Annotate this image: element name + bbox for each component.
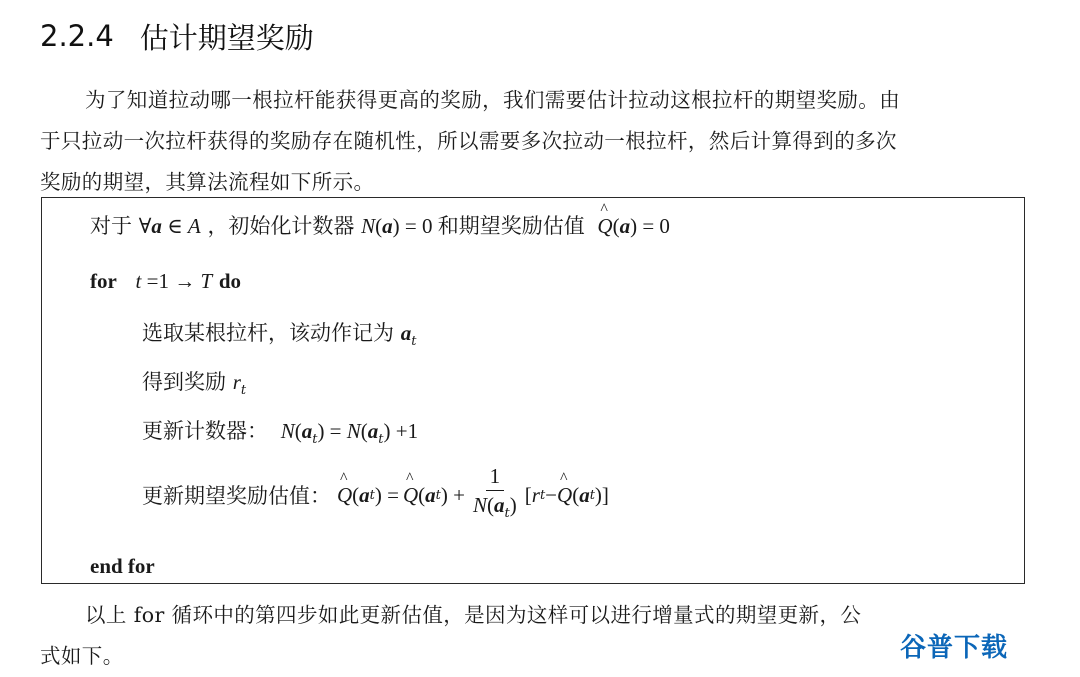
outro-line: 以上 for 循环中的第四步如此更新估值，是因为这样可以进行增量式的期望更新，公 <box>85 603 862 627</box>
init-text: 对于 <box>90 214 132 238</box>
intro-line: 为了知道拉动哪一根拉杆能获得更高的奖励，我们需要估计拉动这根拉杆的期望奖励。由 <box>85 88 901 112</box>
intro-line: 于只拉动一次拉杆获得的奖励存在随机性，所以需要多次拉动一根拉杆，然后计算得到的多次 <box>40 129 897 153</box>
fraction: $\frac{1}{N(a_t)}$ <box>473 464 517 521</box>
step4-text: 更新期望奖励估值： <box>142 484 331 508</box>
for-keyword: for <box>90 269 117 293</box>
intro-paragraph <box>40 80 1030 203</box>
end-for-keyword: end for <box>90 554 155 578</box>
intro-line: 奖励的期望，其算法流程如下所示。 <box>40 170 375 194</box>
watermark-logo: 谷普下载 <box>900 633 1009 663</box>
for-line: for t =1 → T do <box>90 269 242 293</box>
step2-text: 得到奖励 <box>142 370 226 394</box>
outro-line: 式如下。 <box>40 644 124 668</box>
algorithm-box <box>41 197 1025 584</box>
step1-text: 选取某根拉杆，该动作记为 <box>142 321 394 345</box>
step-get-reward: 得到奖励 $r_t$ <box>142 370 247 398</box>
init-text-counter: ，初始化计数器 <box>207 214 355 238</box>
init-text-estimate: 和期望奖励估值 <box>437 214 585 238</box>
section-title: 估计期望奖励 <box>139 20 314 55</box>
step-select-arm: 选取某根拉杆，该动作记为 $a_t$ <box>142 321 417 349</box>
outro-paragraph <box>40 595 1030 677</box>
step-update-estimate: 更新期望奖励估值： ^ Q ( a t ) = ^ Q ( a t ) + $\frac{1}{N(a_t)}$ [ r t − ^ Q ( a t )] <box>142 462 609 528</box>
step3-text: 更新计数器： <box>142 419 268 443</box>
step-update-counter: 更新计数器： $N(a_t) = N(a_t) +1$ <box>142 419 419 447</box>
do-keyword: do <box>218 269 242 293</box>
end-for-line <box>90 554 155 579</box>
init-line: 对于 ∀a ∈ A ，初始化计数器 N(a) = 0 和期望奖励估值 ^ Q(a) = 0 <box>90 210 670 240</box>
section-heading <box>40 14 314 58</box>
section-number: 2.2.4 <box>40 19 114 53</box>
